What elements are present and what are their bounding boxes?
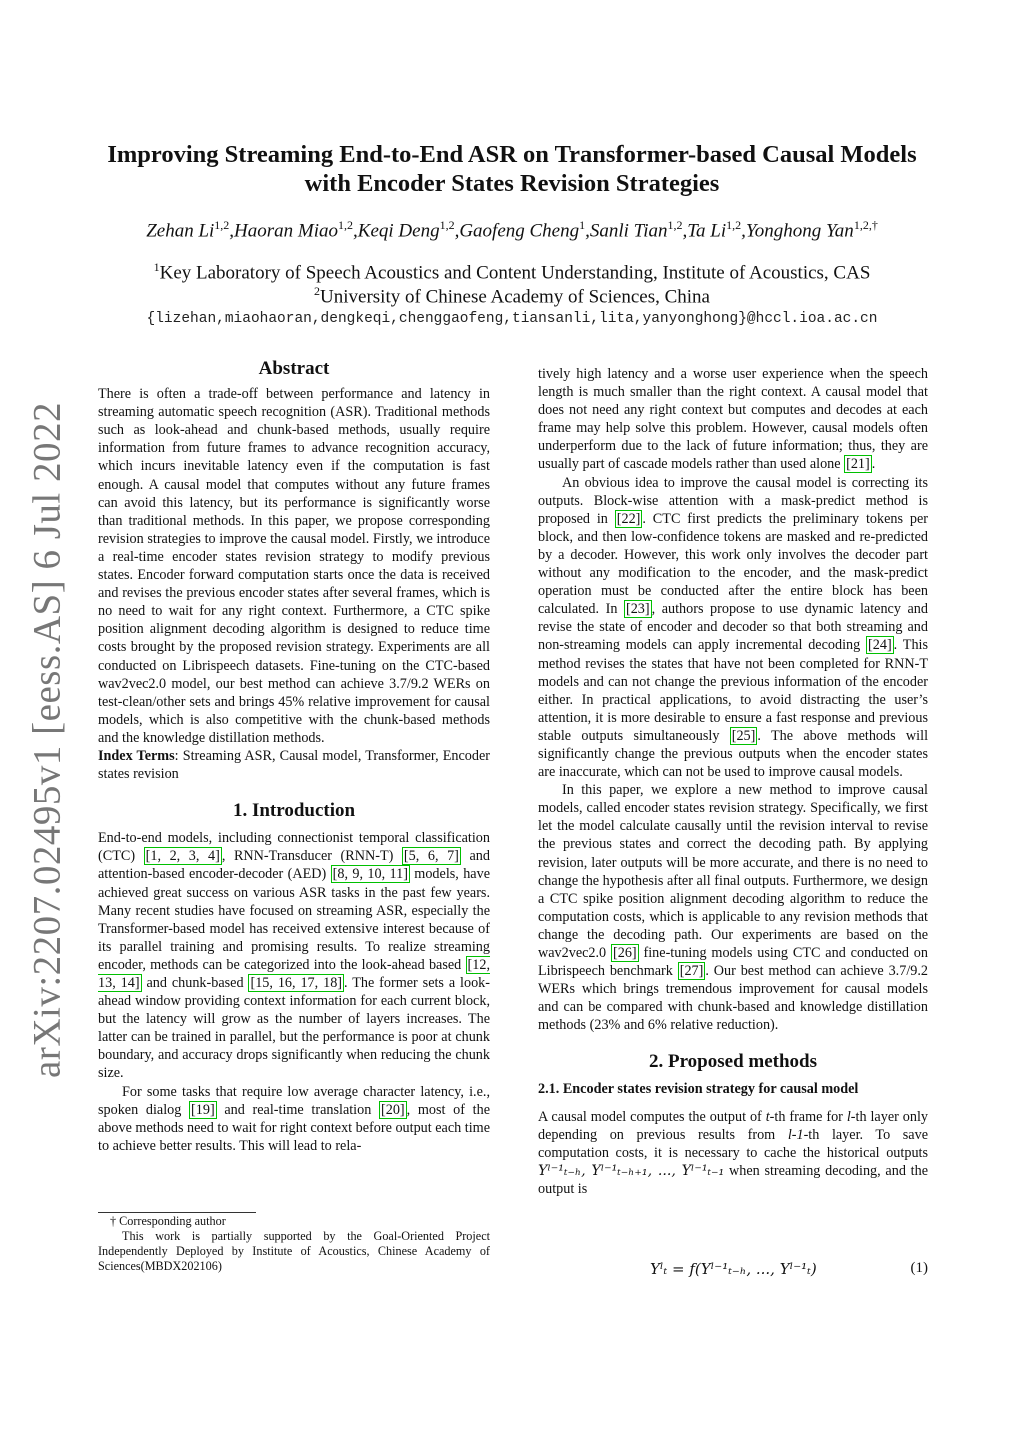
author-affiliation: 1,2 [338, 218, 354, 232]
citation-link[interactable]: [23] [625, 601, 650, 618]
proposed-methods-heading: 2. Proposed methods [648, 1051, 818, 1073]
citation-link[interactable]: [25] [731, 727, 756, 744]
text-run: fine-tuning models using CTC and conducted on Librispeech benchmark [538, 945, 928, 980]
right-paragraph-2 [538, 474, 928, 782]
author-name: Ta Li [687, 220, 727, 242]
right-paragraph-1 [538, 365, 928, 474]
text-run: . The former sets a look-ahead window providing context information for each current block, but the latency will grow as the number of layers increases. The latter can be trained in parallel, but the performance is poor at chunk boundary, and accuracy drops significantly when reducing the chunk size. [98, 975, 491, 1082]
text-run: End-to-end models, including connectionist temporal classification (CTC) [98, 830, 490, 865]
author-list: Zehan Li$^{1,2}$,Haoran Miao$^{1,2}$,Keqi Deng$^{1,2}$,Gaofeng Cheng$^1$,Sanli Tian$^{1,2}$,Ta Li$^{1,2}$,Yonghong Yan$^{1,2,\dagger}$ [146, 218, 878, 242]
footnote-funding: This work is partially supported by the Goal-Oriented Project Independently Deployed by Institute of Acoustics, Chinese Academy of Sciences(MBDX202106) [98, 1229, 490, 1273]
inline-math: Yˡ⁻¹ₜ₋ₕ, Yˡ⁻¹ₜ₋ₕ₊₁, ..., Yˡ⁻¹ₜ₋₁ [538, 1162, 725, 1179]
author-affiliation: 1,2 [667, 218, 683, 232]
text-run: -th layer only depending on previous results from [538, 1108, 929, 1143]
equation-number: (1) [910, 1260, 928, 1276]
math-variable: l [846, 1108, 851, 1125]
citation-link[interactable]: [15, 16, 17, 18] [250, 975, 343, 991]
text-run: . This method revises the states that have not been completed for RNN-T models and can not change the previous information of the encoder either. In practical applications, to avoid distracting the user’s attention, it is more desirable to ensure a fast response and previous stable outputs simultaneously [538, 637, 929, 744]
text-run: . Our best method can achieve 3.7/9.2 WERs which brings tremendous improvement for causal models and can be compared with chunk-based and knowledge distillation methods (23% and 6% relative reduction). [538, 963, 929, 1034]
affiliation-number: 2 [314, 284, 321, 298]
footnote-divider [98, 1212, 256, 1213]
text-run: . The above methods will significantly change the previous outputs when the encoder states are inaccurate, which can not be used to improve causal models. [538, 727, 929, 781]
math-variable: l-1 [787, 1126, 804, 1143]
affiliation-2 [60, 284, 964, 308]
abstract-heading: Abstract [258, 358, 330, 379]
author-emails: {lizehan,miaohaoran,dengkeqi,chenggaofeng,tiansanli,lita,yanyonghong}@hccl.ioa.ac.cn [146, 311, 878, 327]
title-line-1: Improving Streaming End-to-End ASR on Transformer-based Causal Models [107, 141, 917, 168]
arxiv-sidebar [22, 402, 72, 1078]
citation-link[interactable]: [19] [191, 1101, 215, 1118]
footnote-text: † Corresponding author [110, 1214, 226, 1228]
citation-link[interactable]: [24] [868, 637, 892, 654]
author-affiliation: 1,2 [214, 218, 230, 232]
citation-link[interactable]: [8, 9, 10, 11] [332, 866, 408, 883]
text-run: tively high latency and a worse user experience when the speech length is much smaller than the right context. A causal model that does not need any right context but computes and decodes at each frame may help solve this problem. However, causal models often underperform due to the lack of future information; thus, they are usually part of cascade models rather than used alone [538, 366, 928, 473]
text-run: and attention-based encoder-decoder (AED) [98, 848, 490, 883]
footnote-corresponding [98, 1214, 490, 1229]
text-run: A causal model computes the output of [538, 1108, 766, 1125]
citation-link[interactable]: [26] [613, 945, 637, 961]
text-run: models, have achieved great success on various ASR tasks in the past few years. Many recent studies have focused on streaming ASR, especially the Transformer-based model has received extensive interest because of its parallel training and promising results. To realize streaming encoder, methods can be categorized into the look-ahead based [98, 866, 490, 973]
arxiv-identifier: arXiv:2207.02495v1 [eess.AS] 6 Jul 2022 [25, 402, 69, 1078]
text-run: , authors propose to use dynamic latency and revise the state of encoder and decoder so that both streaming and non-streaming models can apply incremental decoding [538, 601, 928, 654]
affiliation-text: University of Chinese Academy of Sciences, China [320, 286, 710, 308]
author-name: Sanli Tian [589, 220, 668, 242]
text-run: -th layer. To save computation costs, it is necessary to cache the historical outputs [538, 1126, 928, 1161]
affiliation-text: Key Laboratory of Speech Acoustics and Content Understanding, Institute of Acoustics, CAS [159, 262, 871, 284]
text-run: , RNN-Transducer (RNN-T) [221, 848, 402, 865]
citation-link[interactable]: [20] [381, 1101, 405, 1118]
author-name: Keqi Deng [357, 220, 440, 242]
citation-link[interactable]: [22] [616, 510, 641, 527]
text-run: For some tasks that require low average character latency, i.e., spoken dialog [98, 1083, 490, 1118]
author-name: Yonghong Yan [745, 220, 854, 242]
math-variable: t [765, 1108, 770, 1125]
intro-paragraph-2 [98, 1083, 490, 1155]
index-terms-text: : Streaming ASR, Causal model, Transformer, Encoder states revision [98, 747, 491, 783]
left-column [98, 360, 490, 1155]
author-affiliation: 1 [579, 218, 586, 232]
author-name: Gaofeng Cheng [459, 220, 580, 242]
right-column [538, 365, 928, 1198]
author-name: Haoran Miao [234, 220, 339, 242]
text-run: -th frame for [769, 1108, 847, 1125]
text-run: when streaming decoding, and the output is [538, 1162, 928, 1198]
intro-paragraph-1 [98, 829, 490, 1082]
citation-link[interactable]: [21] [846, 456, 870, 473]
right-paragraph-4 [538, 1108, 928, 1198]
text-run: . [871, 456, 876, 473]
affiliation-number: 1 [153, 260, 160, 274]
author-affiliation: 1,2 [439, 218, 455, 232]
title-line-2: with Encoder States Revision Strategies [304, 170, 720, 197]
citation-link[interactable]: [1, 2, 3, 4] [145, 848, 220, 865]
index-terms-label: Index Terms [98, 747, 175, 764]
text-run: An obvious idea to improve the causal model is correcting its outputs. Block-wise attention with a mask-predict method is proposed in [538, 474, 928, 527]
equation-body: Yˡₜ = f(Yˡ⁻¹ₜ₋ₕ, ..., Yˡ⁻¹ₜ) [650, 1260, 817, 1278]
author-affiliation: 1,2,† [853, 218, 878, 232]
citation-link[interactable]: [5, 6, 7] [403, 848, 459, 865]
author-affiliation: 1,2 [726, 218, 742, 232]
index-terms [98, 747, 490, 783]
citation-link[interactable]: [27] [679, 963, 704, 980]
introduction-heading: 1. Introduction [232, 800, 356, 822]
affiliation-1 [60, 260, 964, 284]
citation-link[interactable]: [12, 13, 14] [98, 956, 490, 991]
right-paragraph-3 [538, 781, 928, 1034]
text-run: , most of the above methods need to wait for right context before output each time to achieve better results. This will lead to rela- [98, 1101, 490, 1154]
author-name: Zehan Li [146, 220, 215, 242]
subsection-heading: 2.1. Encoder states revision strategy for causal model [538, 1080, 859, 1097]
text-run: and real-time translation [216, 1101, 379, 1118]
text-run: . CTC first predicts the preliminary tokens per block, and then low-confidence tokens are masked and re-predicted by a decoder. However, this work only involves the decoder part without any modification to the encoder, and the mask-predict operation must be conducted after the entire block has been calculated. In [538, 510, 928, 618]
paper-title [80, 140, 944, 198]
text-run: and chunk-based [141, 975, 249, 991]
text-run: In this paper, we explore a new method to improve causal models, called encoder states revision strategy. Specifically, we first let the model calculate causally until the revision interval to revise the previous states and correct the decoding path. By applying revision, later outputs will be more accurate, and there is no need to change the hypothesis after all final outputs. Furthermore, we design a CTC spike position alignment decoding algorithm to reduce the computation costs, which is applicable to any revision methods that change the decoding path. Our experiments are based on the wav2vec2.0 [538, 782, 928, 961]
abstract-text: There is often a trade-off between performance and latency in streaming automatic speech recognition (ASR). Traditional methods such as look-ahead and chunk-based methods, usually require information from future frames to advance recognition accuracy, which incurs inevitable latency even if the computation is fast enough. A causal model that computes without any future frames can avoid this latency, but its performance is significantly worse than traditional methods. In this paper, we propose corresponding revision strategies to improve the causal model. Firstly, we introduce a real-time encoder states revision strategy to modify previous states. Encoder forward computation starts once the data is received and revises the previous encoder states after several frames, which is no need to wait for any right context. Furthermore, a CTC spike position alignment decoding algorithm is designed to reduce time costs brought by the proposed revision strategy. Experiments are all conducted on Librispeech datasets. Fine-tuning on the CTC-based wav2vec2.0 model, our best method can achieve 3.7/9.2 WERs on test-clean/other sets and brings 45% relative improvement for causal models, which is also competitive with the chunk-based methods and the knowledge distillation methods. [98, 386, 490, 746]
